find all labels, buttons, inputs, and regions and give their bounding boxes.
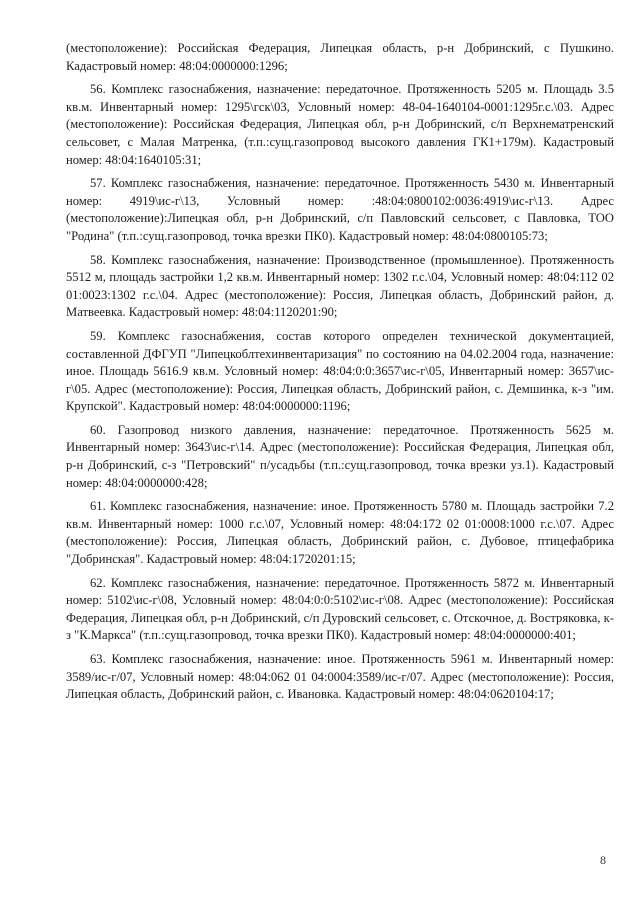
page-number: 8 [600,853,606,867]
paragraph-item-63: 63. Комплекс газоснабжения, назначение: иное. Протяженность 5961 м. Инвентарный номер: 3589/ис-г/07, Условный номер: 48:04:062 01 04:0004:3589/ис-г/07. Адрес (местоположение): Россия, Липецкая область, Добринский район, с. Ивановка. Кадастровый номер: 48:04:0620104:17; [66,652,614,702]
paragraph-item-59: 59. Комплекс газоснабжения, состав которого определен технической документацией, составленной ДФГУП "Липецкоблтехинвентаризация" по состоянию на 04.02.2004 года, назначение: иное. Площадь 5616.9 кв.м. Условный номер: 48:04:0:0:3657\ис-г\05, Инвентарный номер: 3657\ис-г\05. Адрес (местоположение): Россия, Липецкая область, Добринский район, с. Демшинка, к-з "им. Крупской". Кадастровый номер: 48:04:0000000:1196; [66,328,614,414]
paragraph-item-56: 56. Комплекс газоснабжения, назначение: передаточное. Протяженность 5205 м. Площадь 3.5 кв.м. Инвентарный номер: 1295\гск\03, Условный номер: 48-04-1640104-0001:1295г.с.\03. Адрес (местоположение): Российская Федерация, Липецкая обл, р-н Добринский, с/п Верхнематренский сельсовет, с Малая Матренка, (т.п.:сущ.газопровод высокого давления ГК1+179м). Кадастровый номер: 48:04:1640105:31; [66,82,614,167]
paragraph-continuation: (местоположение): Российская Федерация, Липецкая область, р-н Добринский, с Пушкино. Кадастровый номер: 48:04:0000000:1296; [66,41,614,73]
paragraph-item-60: 60. Газопровод низкого давления, назначение: передаточное. Протяженность 5625 м. Инвентарный номер: 3643\ис-г\14. Адрес (местоположение): Российская Федерация, Липецкая обл, р-н Добринский, с-з "Петровский" п/усадьбы (т.п.:сущ.газопровод, точка врезки уз.1). Кадастровый номер: 48:04:0000000:428; [66,422,614,490]
paragraph-item-57: 57. Комплекс газоснабжения, назначение: передаточное. Протяженность 5430 м. Инвентарный номер: 4919\ис-г\13, Условный номер: :48:04:0800102:0036:4919\ис-г\13. Адрес (местоположение):Липецкая обл, р-н Добринский, с/п Павловский сельсовет, с Павловка, ТОО "Родина" (т.п.:сущ.газопровод, точка врезки ПК0). Кадастровый номер: 48:04:0800105:73; [66,176,614,243]
paragraph-item-58: 58. Комплекс газоснабжения, назначение: Производственное (промышленное). Протяженность 5512 м, площадь застройки 1,2 кв.м. Инвентарный номер: 1302 г.с.\04, Условный номер: 48:04:112 02 01:0023:1302 г.с.\04. Адрес (местоположение): Россия, Липецкая область, Добринский район, д. Матвеевка. Кадастровый номер: 48:04:1120201:90; [66,252,614,320]
document-page [66,40,614,710]
paragraph-item-61: 61. Комплекс газоснабжения, назначение: иное. Протяженность 5780 м. Площадь застройки 7.2 кв.м. Инвентарный номер: 1000 г.с.\07, Условный номер: 48:04:172 02 01:0008:1000 г.с.\07. Адрес (местоположение): Россия, Липецкая область, Добринский район, с. Дубовое, птицефабрика "Добринская". Кадастровый номер: 48:04:1720201:15; [66,499,614,567]
paragraph-item-62: 62. Комплекс газоснабжения, назначение: передаточное. Протяженность 5872 м. Инвентарный номер: 5102\ис-г\08, Условный номер: 48:04:0:0:5102\ис-г\08. Адрес (местоположение): Российская Федерация, Липецкая обл, р-н Добринский, с/п Дуровский сельсовет, с. Отскочное, д. Востряковка, к-з "К.Маркса" (т.п.:сущ.газопровод, точка врезки ПК0). Кадастровый номер: 48:04:0000000:401; [66,575,614,643]
